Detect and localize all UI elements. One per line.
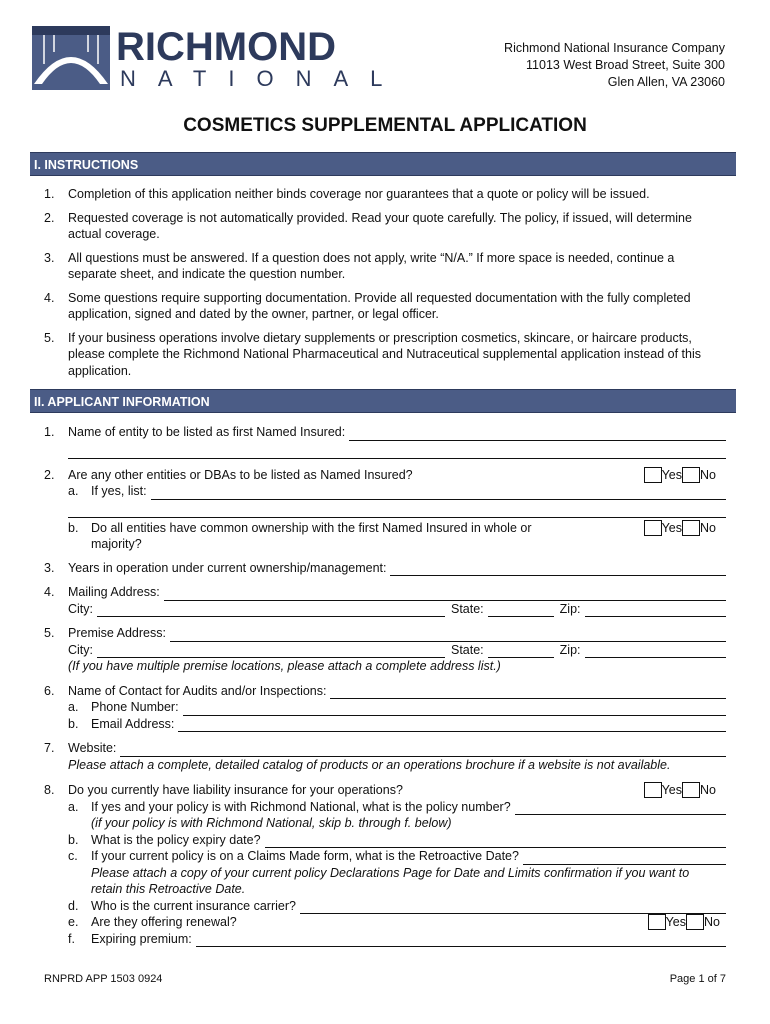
phone-field[interactable] <box>183 702 726 716</box>
q2b-row: b. Do all entities have common ownership with the first Named Insured in whole or majority? Yes No <box>68 520 716 551</box>
named-insured-field-2[interactable] <box>68 445 726 459</box>
q2b-no-checkbox[interactable] <box>682 520 700 536</box>
applicant-form: 1. Name of entity to be listed as first Named Insured: 2. Are any other entities or DBAs to be listed as Named Insured? Yes No a. If yes, list: b. Do all entities have common ownership with the first Named Insured in whole or majority? Yes No 3. Years in operation under current ownership/management: 4. Mailing Address: City: State: Zip: 5. Premise Address: City: State: Zip: (If you have multiple premise locations, please attach a complete address list.) 6. Name of Contact for Audits and/or Inspections: a. Phone Number: b. Email Address: 7. Website: Please attach a complete, detailed catalog of products or an operations brochure if a website is not available. 8. Do you currently have liability insurance for your operations? Yes No a. If yes and your policy is with Richmond National, what is the policy number? (if your policy is with Richmond National, skip b. through f. below) b. What is the policy expiry date? c. If your current policy is on a Claims Made form, what is the Retroactive Date? Please attach a copy of your current policy Declarations Page for Date and Limits confirmation if you want to retain this Retroactive Date. d. Who is the current insurance carrier? e. Are they offering renewal? Yes No f. Expiring premium: <box>44 424 726 947</box>
mailing-zip-field[interactable] <box>585 603 726 617</box>
q1-row: 1. Name of entity to be listed as first Named Insured: <box>44 424 726 441</box>
premise-zip-field[interactable] <box>585 644 726 658</box>
q8c-note: Please attach a copy of your current policy Declarations Page for Date and Limits confirmation if you want to retain this Retroactive Date. <box>91 865 690 896</box>
q2a-list-field[interactable] <box>151 486 726 500</box>
q2a-list-field-2[interactable] <box>68 504 726 518</box>
premium-field[interactable] <box>196 933 726 947</box>
q8-yes-checkbox[interactable] <box>644 782 662 798</box>
list-item: 4. Some questions require supporting documentation. Provide all requested documentation with the fully completed application, signed and dated by the owner, partner, or legal officer. <box>44 290 691 321</box>
website-field[interactable] <box>120 743 726 757</box>
mailing-state-field[interactable] <box>488 603 554 617</box>
q2-row: 2. Are any other entities or DBAs to be listed as Named Insured? Yes No <box>44 467 716 482</box>
q5-row: 5. Premise Address: <box>44 625 726 642</box>
q2b-yes-checkbox[interactable] <box>644 520 662 536</box>
q8a-note: (if your policy is with Richmond National, skip b. through f. below) <box>91 816 452 830</box>
retro-date-field[interactable] <box>523 851 726 865</box>
logo-line2: NATIONAL <box>120 66 405 91</box>
q6-row: 6. Name of Contact for Audits and/or Inspections: <box>44 683 726 700</box>
section-instructions-header: I. INSTRUCTIONS <box>30 152 736 176</box>
form-code: RNPRD APP 1503 0924 <box>44 973 163 985</box>
bridge-logo-icon <box>30 24 410 94</box>
q8e-row: e. Are they offering renewal? Yes No <box>68 915 720 929</box>
list-item: 3. All questions must be answered. If a question does not apply, write “N/A.” If more space is needed, continue a separate sheet, and indicate the question number. <box>44 250 675 281</box>
premise-city-field[interactable] <box>97 644 445 658</box>
logo-line1: RICHMOND <box>116 25 336 69</box>
policy-number-field[interactable] <box>515 801 726 815</box>
named-insured-field[interactable] <box>349 427 726 441</box>
mailing-city-field[interactable] <box>97 603 445 617</box>
expiry-date-field[interactable] <box>265 834 726 848</box>
q8e-yes-checkbox[interactable] <box>648 914 666 930</box>
q7-note: Please attach a complete, detailed catalog of products or an operations brochure if a website is not available. <box>68 757 671 772</box>
instructions-list <box>44 186 726 386</box>
section-applicant-header: II. APPLICANT INFORMATION <box>30 389 736 413</box>
q8-row: 8. Do you currently have liability insurance for your operations? Yes No <box>44 783 716 797</box>
years-field[interactable] <box>390 562 726 576</box>
carrier-field[interactable] <box>300 900 726 914</box>
q7-row: 7. Website: <box>44 740 726 757</box>
page-number: Page 1 of 7 <box>669 973 726 985</box>
page-title: COSMETICS SUPPLEMENTAL APPLICATION <box>183 115 587 136</box>
q8-no-checkbox[interactable] <box>682 782 700 798</box>
company-name: Richmond National Insurance Company <box>504 41 725 55</box>
premise-state-field[interactable] <box>488 644 554 658</box>
list-item: 1. Completion of this application neither binds coverage nor guarantees that a quote or policy will be issued. <box>44 187 650 201</box>
q2-no-checkbox[interactable] <box>682 467 700 483</box>
email-field[interactable] <box>178 718 726 732</box>
q2-yes-checkbox[interactable] <box>644 467 662 483</box>
q4-row: 4. Mailing Address: <box>44 584 726 601</box>
list-item: 5. If your business operations involve dietary supplements or prescription cosmetics, skincare, or haircare products, please complete the Richmond National Pharmaceutical and Nutraceutical supplemental application instead of this application. <box>44 330 702 378</box>
contact-name-field[interactable] <box>330 685 726 699</box>
list-item: 2. Requested coverage is not automatically provided. Read your quote carefully. The policy, if issued, will determine actual coverage. <box>44 210 692 241</box>
company-address1: 11013 West Broad Street, Suite 300 <box>526 58 725 72</box>
mailing-address-field[interactable] <box>164 587 726 601</box>
q8e-no-checkbox[interactable] <box>686 914 704 930</box>
q5-note: (If you have multiple premise locations, please attach a complete address list.) <box>68 659 501 673</box>
company-address2: Glen Allen, VA 23060 <box>607 75 725 89</box>
company-logo <box>30 24 410 94</box>
company-info <box>504 40 725 91</box>
q3-row: 3. Years in operation under current ownership/management: <box>44 560 726 577</box>
premise-address-field[interactable] <box>170 628 726 642</box>
